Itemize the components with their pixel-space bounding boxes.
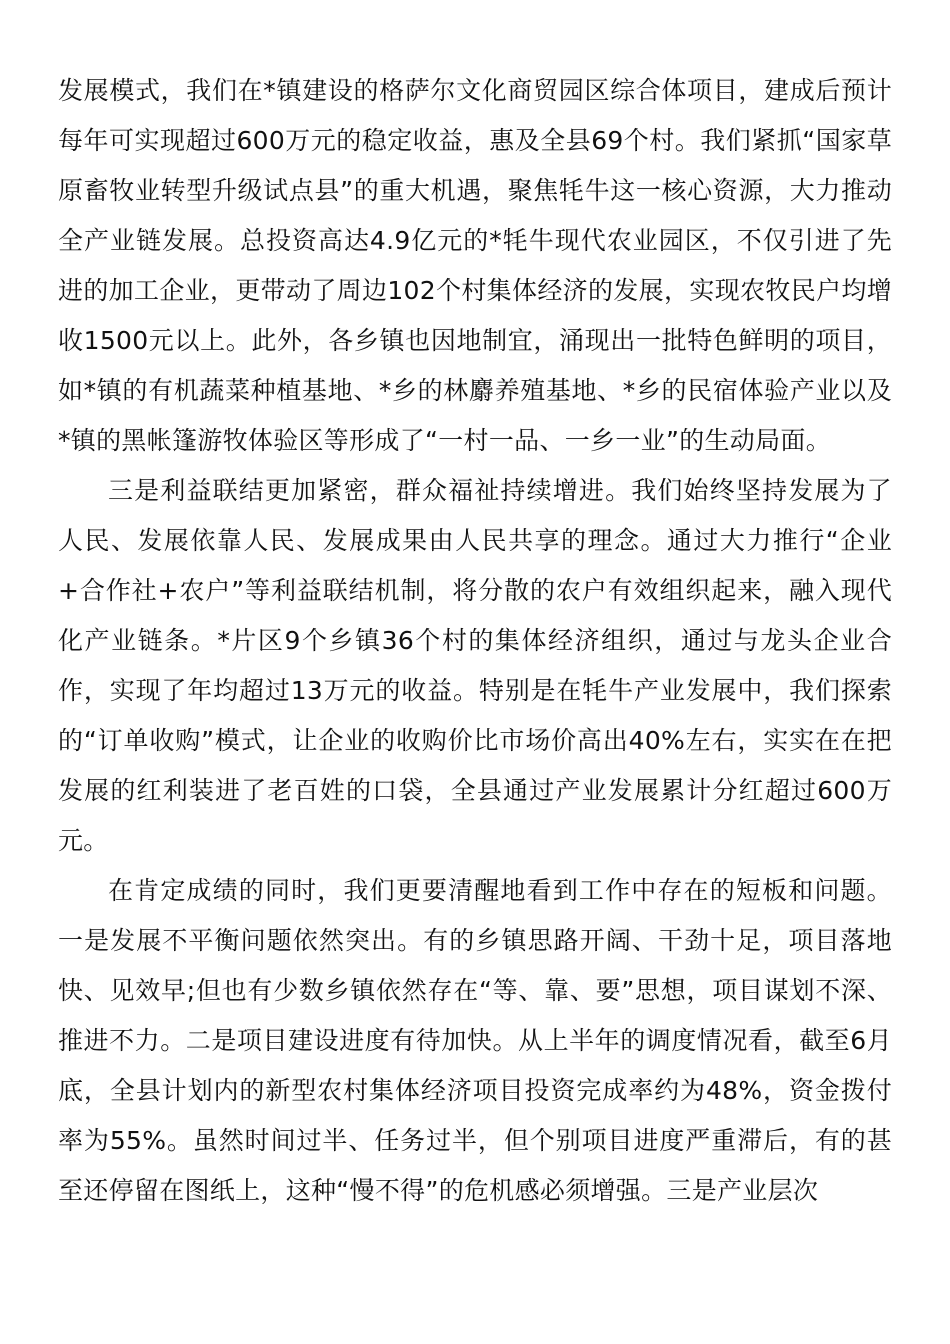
paragraph-3: 在肯定成绩的同时，我们更要清醒地看到工作中存在的短板和问题。一是发展不平衡问题依然突出。有的乡镇思路开阔、干劲十足，项目落地快、见效早;但也有少数乡镇依然存在“等、靠、要”思想，项目谋划不深、推进不力。二是项目建设进度有待加快。从上半年的调度情况看，截至6月底，全县计划内的新型农村集体经济项目投资完成率约为48%，资金拨付率为55%。虽然时间过半、任务过半，但个别项目进度严重滞后，有的甚至还停留在图纸上，这种“慢不得”的危机感必须增强。三是产业层次 <box>58 876 892 1205</box>
paragraph-2: 三是利益联结更加紧密，群众福祉持续增进。我们始终坚持发展为了人民、发展依靠人民、发展成果由人民共享的理念。通过大力推行“企业+合作社+农户”等利益联结机制，将分散的农户有效组织起来，融入现代化产业链条。*片区9个乡镇36个村的集体经济组织，通过与龙头企业合作，实现了年均超过13万元的收益。特别是在牦牛产业发展中，我们探索的“订单收购”模式，让企业的收购价比市场价高出40%左右，实实在在把发展的红利装进了老百姓的口袋，全县通过产业发展累计分红超过600万元。 <box>58 476 892 855</box>
document-page <box>58 66 892 1216</box>
paragraph-1: 发展模式，我们在*镇建设的格萨尔文化商贸园区综合体项目，建成后预计每年可实现超过600万元的稳定收益，惠及全县69个村。我们紧抓“国家草原畜牧业转型升级试点县”的重大机遇，聚焦牦牛这一核心资源，大力推动全产业链发展。总投资高达4.9亿元的*牦牛现代农业园区，不仅引进了先进的加工企业，更带动了周边102个村集体经济的发展，实现农牧民户均增收1500元以上。此外，各乡镇也因地制宜，涌现出一批特色鲜明的项目，如*镇的有机蔬菜种植基地、*乡的林麝养殖基地、*乡的民宿体验产业以及*镇的黑帐篷游牧体验区等形成了“一村一品、一乡一业”的生动局面。 <box>58 76 892 455</box>
